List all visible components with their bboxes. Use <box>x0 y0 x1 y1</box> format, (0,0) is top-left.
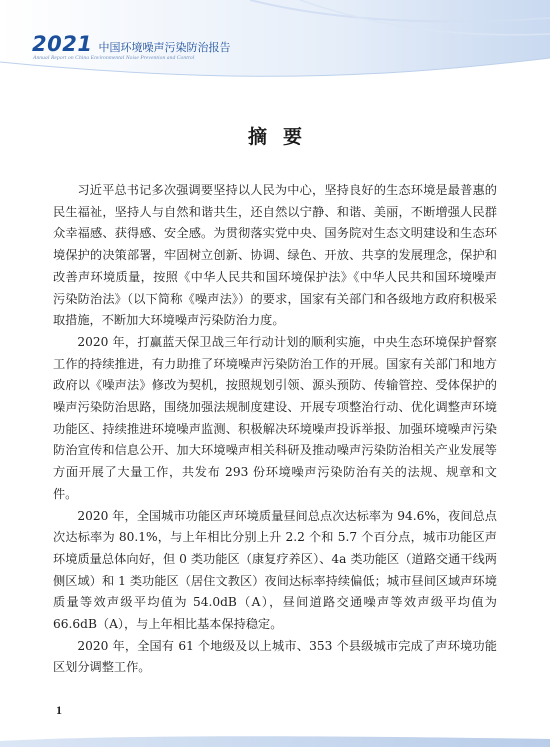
report-title: 中国环境噪声污染防治报告 <box>98 41 231 54</box>
page-number: 1 <box>56 703 62 717</box>
paragraph: 2020 年，全国有 61 个地级及以上城市、353 个县级城市完成了声环境功能区划分调整工作。 <box>53 638 497 675</box>
page-header <box>0 0 550 90</box>
abstract-body <box>53 180 497 679</box>
paragraph: 2020 年，全国城市功能区声环境质量昼间总点次达标率为 94.6%，夜间总点次达标率为 80.1%，与上年相比分别上升 2.2 个和 5.7 个百分点，城市功能区声环境质量总体向好，但 0 类功能区（康复疗养区）、4a 类功能区（道路交通干线两侧区域）和 1 类功能区（居住文教区）夜间达标率持续偏低；城市昼间区域声环境质量等效声级平均值为 54.0dB（A），昼间道路交通噪声等效声级平均值为 66.6dB（A），与上年相比基本保持稳定。 <box>53 508 497 632</box>
report-brand <box>32 32 230 56</box>
report-year: 2021 <box>32 32 93 56</box>
page-title: 摘要 <box>247 126 318 148</box>
paragraph: 习近平总书记多次强调要坚持以人民为中心，坚持良好的生态环境是最普惠的民生福祉，坚持人与自然和谐共生，还自然以宁静、和谐、美丽，不断增强人民群众幸福感、获得感、安全感。为贯彻落实党中央、国务院对生态文明建设和生态环境保护的决策部署，牢固树立创新、协调、绿色、开放、共享的发展理念，保护和改善声环境质量，按照《中华人民共和国环境保护法》《中华人民共和国环境噪声污染防治法》（以下简称《噪声法》）的要求，国家有关部门和各级地方政府积极采取措施，不断加大环境噪声污染防治力度。 <box>53 183 497 328</box>
paragraph: 2020 年，打赢蓝天保卫战三年行动计划的顺利实施，中央生态环境保护督察工作的持续推进，有力助推了环境噪声污染防治工作的开展。国家有关部门和地方政府以《噪声法》修改为契机，按照规划引领、源头预防、传输管控、受体保护的噪声污染防治思路，围绕加强法规制度建设、开展专项整治行动、优化调整声环境功能区、持续推进环境噪声监测、积极解决环境噪声投诉举报、加强环境噪声污染防治宣传和信息公开、加大环境噪声相关科研及推动噪声污染防治相关产业发展等方面开展了大量工作，共发布 293 份环境噪声污染防治有关的法规、规章和文件。 <box>53 334 497 501</box>
report-subtitle-en: Annual Report on China Environmental Noise Prevention and Control <box>33 55 195 61</box>
footer-wave-graphic <box>0 731 550 747</box>
